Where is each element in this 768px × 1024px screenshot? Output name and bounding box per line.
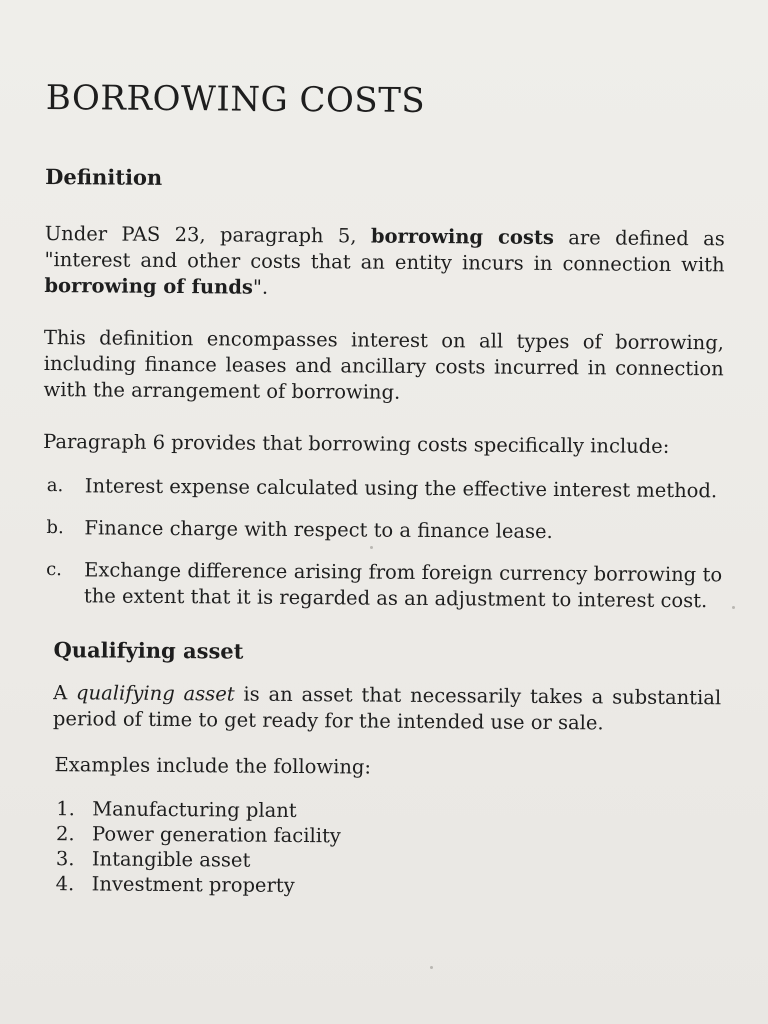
list-item	[42, 557, 722, 614]
list-item	[56, 871, 720, 901]
list-item-text: Finance charge with respect to a finance lease.	[84, 516, 553, 543]
list-item	[42, 515, 722, 546]
list-item-text: Manufacturing plant	[92, 797, 297, 822]
list-marker: 1.	[56, 797, 75, 821]
list-marker: 3.	[55, 847, 75, 871]
list-item	[43, 473, 723, 504]
list-marker: b.	[46, 517, 64, 539]
definition-text-2: are defined as "interest and other costs that an entity incurs in connection with	[44, 225, 725, 277]
paragraph-6-intro: Paragraph 6 provides that borrowing costs specifically include:	[43, 429, 670, 458]
qualifying-text-1: A	[53, 681, 77, 705]
term-borrowing-of-funds: borrowing of funds	[44, 273, 253, 299]
page-content	[40, 78, 726, 901]
list-item-text: Investment property	[91, 872, 295, 897]
list-item-text: Exchange difference arising from foreign currency borrowing to the extent that it is regarded as an adjustment to interest cost.	[83, 558, 723, 613]
borrowing-costs-list	[42, 473, 723, 614]
term-borrowing-costs: borrowing costs	[370, 224, 554, 249]
paper-speck	[370, 546, 373, 549]
encompasses-paragraph: This definition encompasses interest on all types of borrowing, including finance leases and ancillary costs incurred in connection with the arrangement of borrowing.	[43, 325, 725, 404]
examples-intro: Examples include the following:	[54, 753, 372, 779]
list-marker: 4.	[55, 872, 75, 896]
qualifying-text-2: is an asset that necessarily takes a substantial period of time to get ready for the intended use or sale.	[52, 682, 722, 735]
examples-list	[40, 796, 721, 901]
paper-speck	[430, 966, 433, 969]
list-item-text: Interest expense calculated using the effective interest method.	[84, 474, 718, 503]
definition-paragraph	[44, 221, 725, 304]
list-marker: 2.	[55, 822, 75, 846]
qualifying-asset-paragraph	[41, 680, 721, 737]
list-item-text: Power generation facility	[91, 822, 341, 848]
list-item-text: Intangible asset	[91, 847, 251, 872]
page-title: BORROWING COSTS	[45, 78, 426, 121]
paper-speck	[732, 606, 735, 609]
term-qualifying-asset: qualifying asset	[76, 681, 235, 706]
qualifying-asset-heading: Qualifying asset	[53, 637, 244, 664]
list-marker: a.	[46, 475, 64, 497]
list-marker: c.	[46, 559, 63, 581]
definition-text-3: ".	[252, 275, 269, 299]
definition-text-1: Under PAS 23, paragraph 5,	[44, 221, 371, 248]
definition-heading: Definition	[45, 163, 163, 190]
